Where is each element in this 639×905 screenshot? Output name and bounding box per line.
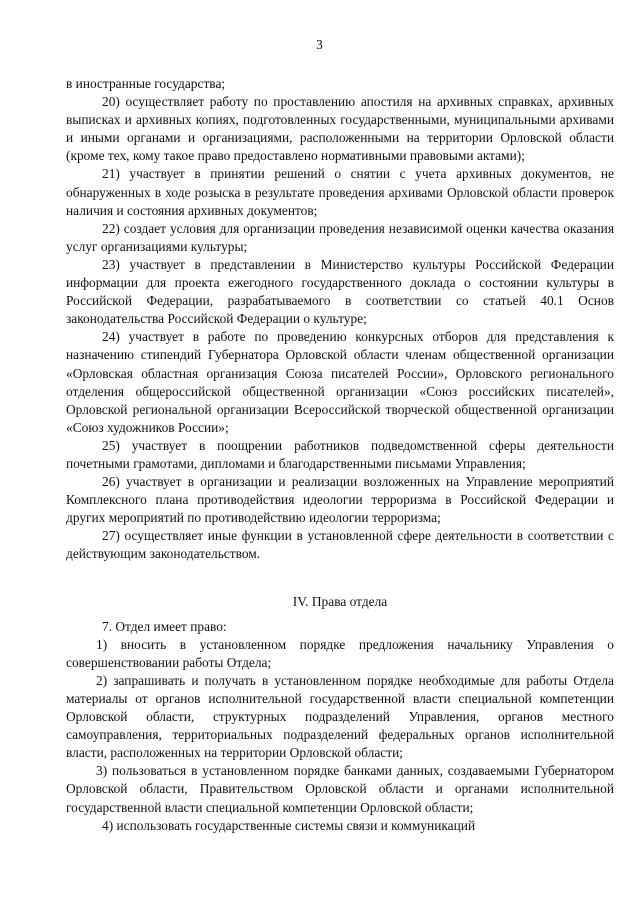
paragraph-item-24: 24) участвует в работе по проведению конкурсных отборов для представления к назначению стипендий Губернатора Орловской области членам общественной организации «Орловская областная организация Союза писателей России», Орловского регионального отделения общероссийской общественной организации «Союз российских писателей», Орловской региональной организации Всероссийской творческой общественной организации «Союз художников России»; [66, 329, 614, 435]
paragraph-item-20: 20) осуществляет работу по проставлению апостиля на архивных справках, архивных выписках и архивных копиях, подготовленных государственными, муниципальными архивами и иными органами и организациями, расположенными на территории Орловской области (кроме тех, кому такое право предоставлено нормативными правовыми актами); [66, 94, 614, 164]
rights-item-1: 1) вносить в установленном порядке предложения начальнику Управления о совершенствовании работы Отдела; [66, 636, 614, 670]
rights-item-2: 2) запрашивать и получать в установленном порядке необходимые для работы Отдела материалы от органов исполнительной государственной власти специальной компетенции Орловской области, структурных подразделений Управления, органов местного самоуправления, территориальных подразделений федеральных органов исполнительной власти, расположенных на территории Орловской области; [66, 672, 614, 761]
paragraph-item-26: 26) участвует в организации и реализации возложенных на Управление мероприятий Комплексного плана противодействия идеологии терроризма в Российской Федерации и других мероприятий по противодействию идеологии терроризма; [66, 474, 614, 526]
paragraph-item-21: 21) участвует в принятии решений о снятии с учета архивных документов, не обнаруженных в ходе розыска в результате проведения архивами Орловской области проверок наличия и состояния архивных документов; [66, 166, 614, 218]
section-gap [66, 564, 614, 580]
paragraph-item-23: 23) участвует в представлении в Министерство культуры Российской Федерации информации для проекта ежегодного государственного доклада о состоянии культуры в Российской Федерации, разрабатываемого в соответствии со статьей 40.1 Основ законодательства Российской Федерации о культуре; [66, 256, 614, 327]
paragraph-item-25: 25) участвует в поощрении работников подведомственной сферы деятельности почетными грамотами, дипломами и благодарственными письмами Управления; [66, 437, 614, 471]
paragraph-item-27: 27) осуществляет иные функции в установленной сфере деятельности в соответствии с действующим законодательством. [66, 528, 614, 562]
paragraph-item-22: 22) создает условия для организации проведения независимой оценки качества оказания услуг организациями культуры; [66, 220, 614, 254]
rights-item-3: 3) пользоваться в установленном порядке банками данных, создаваемыми Губернатором Орловской области, Правительством Орловской области и органами исполнительной государственной власти специальной компетенции Орловской области; [66, 763, 614, 815]
rights-item-4: 4) использовать государственные системы связи и коммуникаций [102, 817, 476, 833]
rights-intro: 7. Отдел имеет право: [102, 618, 227, 634]
section-heading: IV. Права отдела [292, 593, 388, 609]
page-number: 3 [316, 37, 323, 52]
paragraph-continuation: в иностранные государства; [66, 76, 226, 91]
document-body [66, 75, 614, 835]
